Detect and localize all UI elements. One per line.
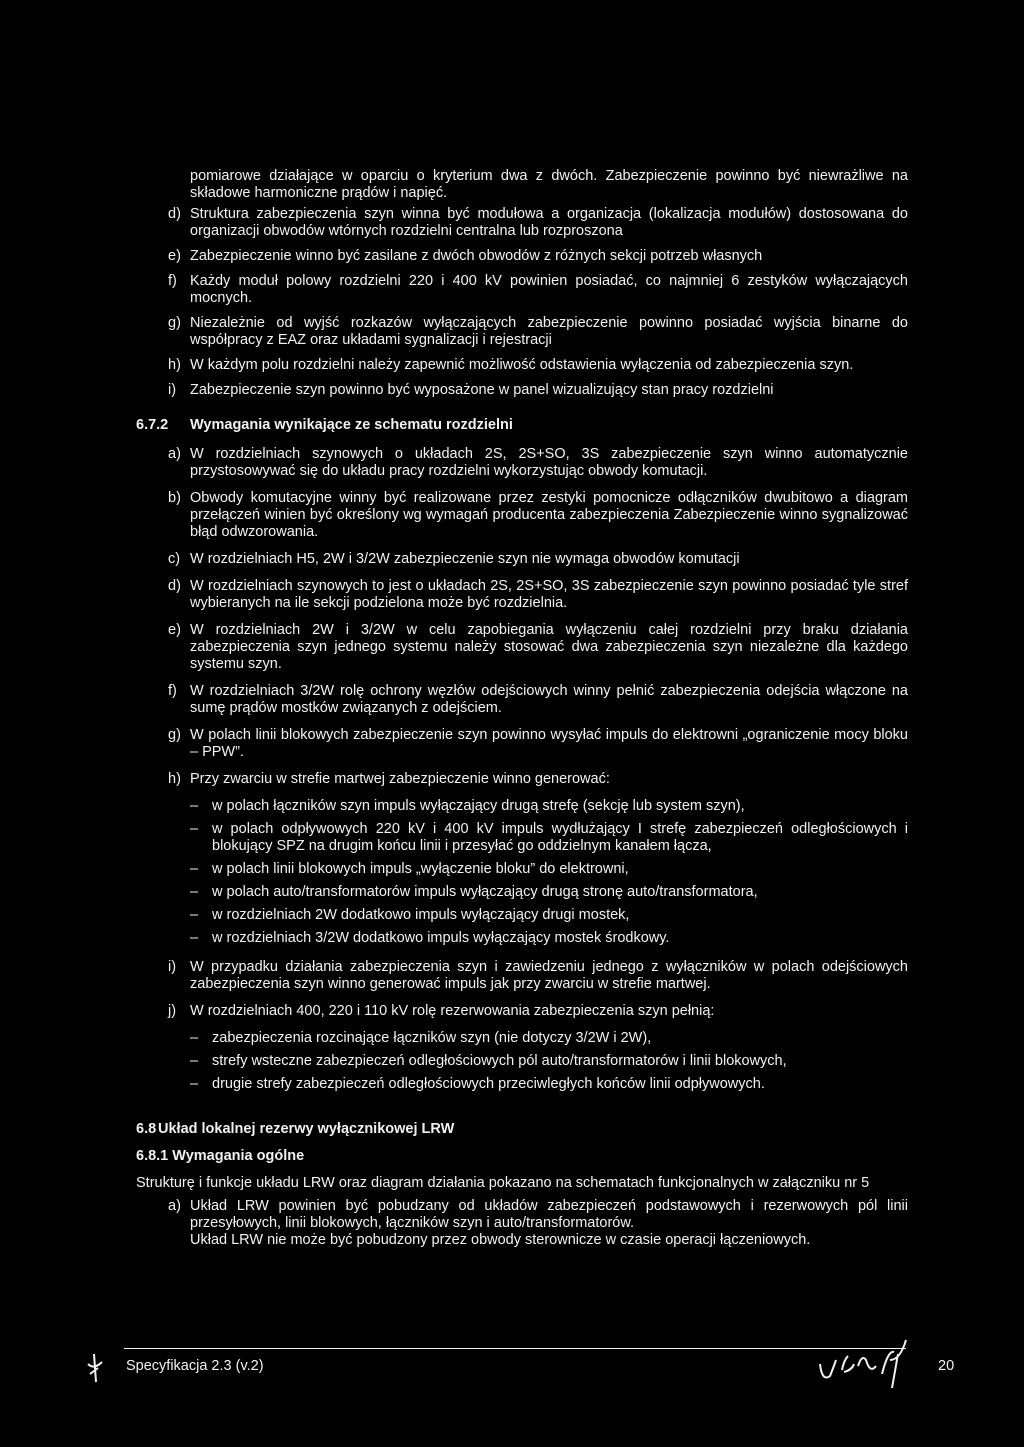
list-text: W każdym polu rozdzielni należy zapewnić możliwość odstawienia wyłączenia od zabezpieczenia szyn. bbox=[190, 357, 854, 373]
section-title: Wymagania wynikające ze schematu rozdzielni bbox=[190, 417, 513, 433]
list-item-h2 bbox=[136, 771, 908, 788]
list-marker: c) bbox=[168, 551, 181, 567]
list-text: W rozdzielniach szynowych to jest o układach 2S, 2S+SO, 3S zabezpieczenie szyn powinno posiadać tyle stref wybieranych na ile sekcji podzielona może być rozdzielnia. bbox=[190, 578, 908, 611]
dash-text: w polach auto/transformatorów impuls wyłączający drugą stronę auto/transformatora, bbox=[212, 884, 758, 900]
list-marker: f) bbox=[168, 683, 177, 699]
section-number: 6.8.1 bbox=[136, 1148, 169, 1164]
footer-spec: Specyfikacja 2.3 (v.2) bbox=[126, 1358, 264, 1374]
initial-mark bbox=[84, 1352, 106, 1386]
dash-text: w polach linii blokowych impuls „wyłączenie bloku” do elektrowni, bbox=[212, 861, 629, 877]
list-marker: e) bbox=[168, 248, 181, 264]
list-text: Struktura zabezpieczenia szyn winna być modułowa a organizacja (lokalizacja modułów) dostosowana do organizacji obwodów wtórnych rozdzielni centralna lub rozproszona bbox=[190, 206, 908, 239]
dash-marker: – bbox=[190, 821, 199, 837]
dash-item bbox=[136, 930, 908, 947]
list-item-h bbox=[136, 357, 908, 374]
list-text: Układ LRW powinien być pobudzany od układów zabezpieczeń podstawowych i rezerwowych pól linii przesyłowych, linii blokowych, łączników szyn i auto/transformatorów. bbox=[190, 1198, 908, 1231]
list-marker: e) bbox=[168, 622, 181, 638]
list-item-i bbox=[136, 382, 908, 399]
list-marker: f) bbox=[168, 273, 177, 289]
dash-text: strefy wsteczne zabezpieczeń odległościowych pól auto/transformatorów i linii blokowych, bbox=[212, 1053, 787, 1069]
list-text: Zabezpieczenie szyn powinno być wyposażone w panel wizualizujący stan pracy rozdzielni bbox=[190, 382, 774, 398]
dash-text: w polach odpływowych 220 kV i 400 kV impuls wydłużający I strefę zabezpieczeń odległościowych i blokujący SPZ na drugim końcu linii i przesyłać go oddzielnym kanałem łącza, bbox=[212, 821, 908, 854]
list-item-b bbox=[136, 490, 908, 541]
dash-text: drugie strefy zabezpieczeń odległościowych przeciwległych końców linii odpływowych. bbox=[212, 1076, 765, 1092]
list-item-e2 bbox=[136, 622, 908, 673]
document-page bbox=[136, 168, 908, 1249]
dash-item bbox=[136, 884, 908, 901]
list-marker: j) bbox=[168, 1003, 177, 1019]
list-text: W przypadku działania zabezpieczenia szyn i zawiedzeniu jednego z wyłączników w polach odejściowych zabezpieczenia szyn winno generować impuls jak przy zwarciu w strefie martwej. bbox=[190, 959, 908, 992]
list-text: Przy zwarciu w strefie martwej zabezpieczenie winno generować: bbox=[190, 771, 610, 787]
list-item-d2 bbox=[136, 578, 908, 612]
list-text-extra: Układ LRW nie może być pobudzony przez obwody sterownicze w czasie operacji łączeniowych. bbox=[190, 1232, 811, 1248]
list-marker: b) bbox=[168, 490, 181, 506]
list-item-j bbox=[136, 1003, 908, 1020]
list-marker: d) bbox=[168, 206, 181, 222]
list-item-a3 bbox=[136, 1198, 908, 1249]
list-text: Obwody komutacyjne winny być realizowane przez zestyki pomocnicze odłączników dwubitowo a diagram przełączeń winien być określony wg wymagań producenta zabezpieczenia Zabezpieczenie winno sygnalizować błąd odwzorowania. bbox=[190, 490, 908, 540]
section-number: 6.7.2 bbox=[136, 417, 169, 433]
list-text: Każdy moduł polowy rozdzielni 220 i 400 kV powinien posiadać, co najmniej 6 zestyków wyłączających mocnych. bbox=[190, 273, 908, 306]
dash-item bbox=[136, 821, 908, 855]
dash-marker: – bbox=[190, 930, 199, 946]
dash-marker: – bbox=[190, 1030, 199, 1046]
dash-item bbox=[136, 861, 908, 878]
list-item-f2 bbox=[136, 683, 908, 717]
section-heading-672 bbox=[136, 417, 908, 434]
list-text: W rozdzielniach szynowych o układach 2S, 2S+SO, 3S zabezpieczenie szyn winno automatycznie przystosowywać się do układu pracy rozdzielni wykorzystując obwody komutacji. bbox=[190, 446, 908, 479]
dash-marker: – bbox=[190, 884, 199, 900]
list-marker: d) bbox=[168, 578, 181, 594]
page-number: 20 bbox=[938, 1358, 955, 1374]
list-text: W rozdzielniach 2W i 3/2W w celu zapobiegania wyłączeniu całej rozdzielni przy braku działania zabezpieczenia szyn jednego systemu należy stosować dwa zabezpieczenia szyn niezależne dla każdego systemu szyn. bbox=[190, 622, 908, 672]
list-marker: i) bbox=[168, 382, 177, 398]
dash-text: w rozdzielniach 2W dodatkowo impuls wyłączający drugi mostek, bbox=[212, 907, 630, 923]
section-title: Układ lokalnej rezerwy wyłącznikowej LRW bbox=[158, 1121, 455, 1137]
dash-marker: – bbox=[190, 861, 199, 877]
section-heading-68 bbox=[136, 1121, 908, 1138]
list-marker: i) bbox=[168, 959, 177, 975]
list-item-e bbox=[136, 248, 908, 265]
dash-item bbox=[136, 1030, 908, 1047]
footer-rule bbox=[124, 1348, 906, 1349]
list-item-i2 bbox=[136, 959, 908, 993]
list-text: W rozdzielniach H5, 2W i 3/2W zabezpieczenie szyn nie wymaga obwodów komutacji bbox=[190, 551, 740, 567]
dash-item bbox=[136, 1076, 908, 1093]
list-marker: a) bbox=[168, 1198, 181, 1214]
section-title: Wymagania ogólne bbox=[172, 1148, 305, 1164]
intro-paragraph: pomiarowe działające w oparciu o kryterium dwa z dwóch. Zabezpieczenie powinno być niewrażliwe na składowe harmoniczne prądów i napięć. bbox=[190, 168, 908, 201]
list-marker: h) bbox=[168, 357, 181, 373]
section-number: 6.8 bbox=[136, 1121, 157, 1137]
list-item-a bbox=[136, 446, 908, 480]
dash-marker: – bbox=[190, 907, 199, 923]
dash-item bbox=[136, 798, 908, 815]
dash-marker: – bbox=[190, 798, 199, 814]
dash-text: zabezpieczenia rozcinające łączników szyn (nie dotyczy 3/2W i 2W), bbox=[212, 1030, 652, 1046]
dash-item bbox=[136, 1053, 908, 1070]
list-text: W rozdzielniach 400, 220 i 110 kV rolę rezerwowania zabezpieczenia szyn pełnią: bbox=[190, 1003, 715, 1019]
list-marker: h) bbox=[168, 771, 181, 787]
list-text: Niezależnie od wyjść rozkazów wyłączających zabezpieczenie powinno posiadać wyjścia binarne do współpracy z EAZ oraz układami sygnalizacji i rejestracji bbox=[190, 315, 908, 348]
dash-marker: – bbox=[190, 1053, 199, 1069]
list-text: Zabezpieczenie winno być zasilane z dwóch obwodów z różnych sekcji potrzeb własnych bbox=[190, 248, 763, 264]
section-heading-681 bbox=[136, 1148, 908, 1165]
signature-mark bbox=[814, 1330, 918, 1394]
list-item-d bbox=[136, 206, 908, 240]
section-paragraph: Strukturę i funkcje układu LRW oraz diagram działania pokazano na schematach funkcjonalnych w załączniku nr 5 bbox=[136, 1175, 870, 1191]
list-marker: g) bbox=[168, 315, 181, 331]
dash-marker: – bbox=[190, 1076, 199, 1092]
list-text: W rozdzielniach 3/2W rolę ochrony węzłów odejściowych winny pełnić zabezpieczenia odejścia włączone na sumę prądów mostków związanych z odejściem. bbox=[190, 683, 908, 716]
dash-text: w rozdzielniach 3/2W dodatkowo impuls wyłączający mostek środkowy. bbox=[212, 930, 670, 946]
list-text: W polach linii blokowych zabezpieczenie szyn powinno wysyłać impuls do elektrowni „ograniczenie mocy bloku – PPW”. bbox=[190, 727, 908, 760]
list-item-g2 bbox=[136, 727, 908, 761]
list-marker: a) bbox=[168, 446, 181, 462]
dash-item bbox=[136, 907, 908, 924]
list-item-c bbox=[136, 551, 908, 568]
list-item-g bbox=[136, 315, 908, 349]
list-item-f bbox=[136, 273, 908, 307]
list-marker: g) bbox=[168, 727, 181, 743]
dash-text: w polach łączników szyn impuls wyłączający drugą strefę (sekcję lub system szyn), bbox=[212, 798, 745, 814]
